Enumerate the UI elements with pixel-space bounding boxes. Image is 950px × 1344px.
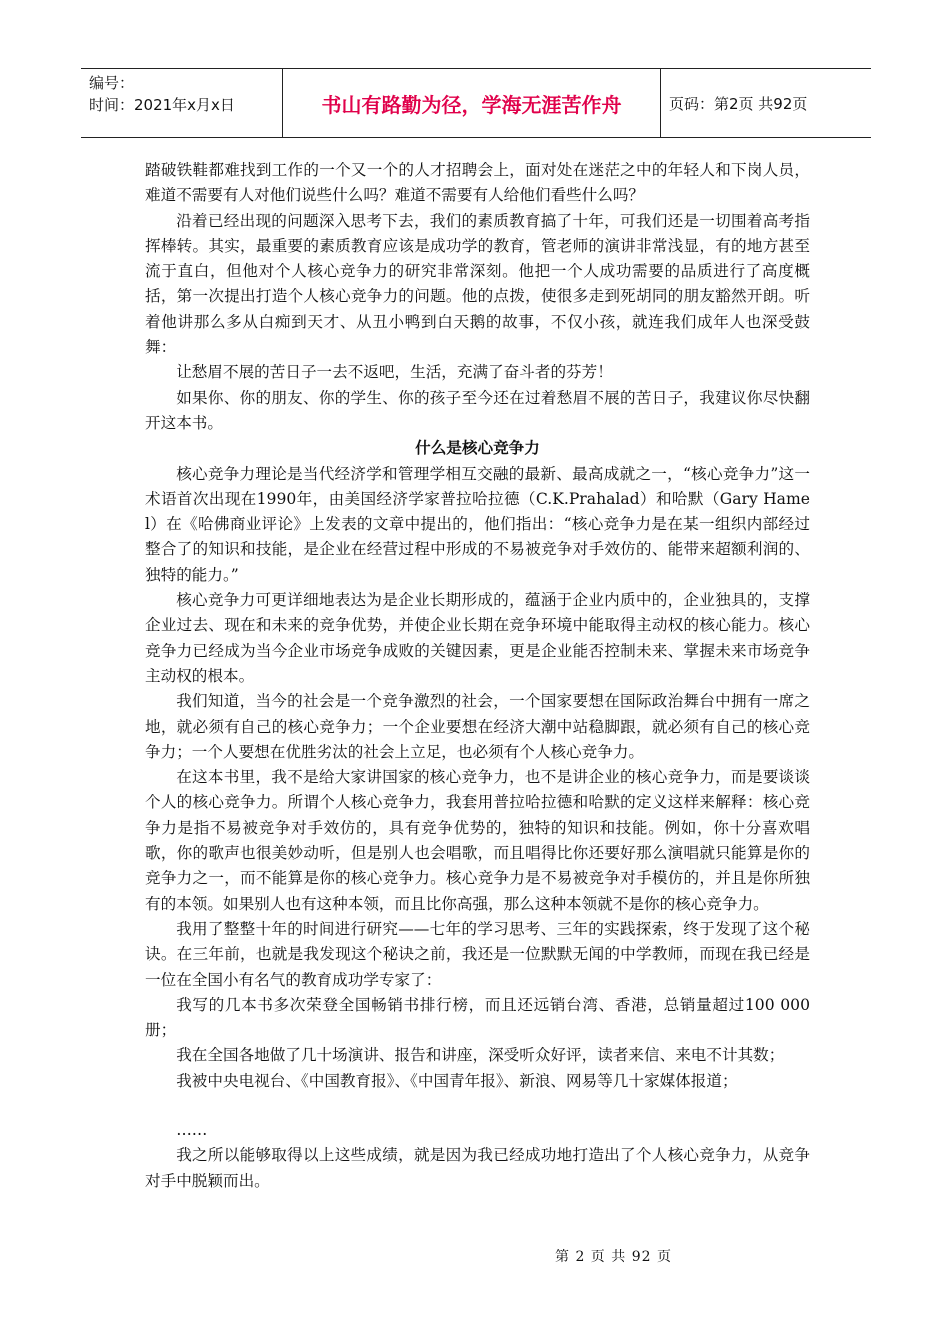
page-footer: 第 2 页 共 92 页 [555, 1249, 672, 1265]
section-paragraph-8: 我被中央电视台、《中国教育报》、《中国青年报》、新浪、网易等几十家媒体报道； [176, 1071, 738, 1090]
section-title: 什么是核心竞争力 [415, 439, 540, 458]
page-header [81, 68, 871, 138]
section-paragraph-1: 核心竞争力理论是当代经济学和管理学相互交融的最新、最高成就之一，“核心竞争力”这一术语首次出现在1990年，由美国经济学家普拉哈拉德（C.K.Prahalad）和哈默（Gary Hamel）在《哈佛商业评论》上发表的文章中提出的，他们指出：“核心竞争力是在某一组织内部经过整合了的知识和技能，是企业在经营过程中形成的不易被竞争对手效仿的、能带来超额利润的、独特的能力。” [145, 464, 810, 584]
paragraph-1: 踏破铁鞋都难找到工作的一个又一个的人才招聘会上，面对处在迷茫之中的年轻人和下岗人员，难道不需要有人对他们说些什么吗？难道不需要有人给他们看些什么吗？ [145, 161, 810, 205]
header-meta [81, 69, 283, 137]
paragraph-4: 如果你、你的朋友、你的学生、你的孩子至今还在过着愁眉不展的苦日子，我建议你尽快翻开这本书。 [145, 388, 810, 432]
date-label: 时间：2021年x月x日 [89, 96, 235, 114]
code-label: 编号： [89, 74, 135, 92]
header-motto: 书山有路勤为径，学海无涯苦作舟 [283, 69, 661, 137]
section-paragraph-7: 我在全国各地做了几十场演讲、报告和讲座，深受听众好评，读者来信、来电不计其数； [176, 1046, 785, 1065]
paragraph-2: 沿着已经出现的问题深入思考下去，我们的素质教育搞了十年，可我们还是一切围着高考指挥棒转。其实，最重要的素质教育应该是成功学的教育，管老师的演讲非常浅显，有的地方甚至流于直白，但他对个人核心竞争力的研究非常深刻。他把一个人成功需要的品质进行了高度概括，第一次提出打造个人核心竞争力的问题。他的点拨，使很多走到死胡同的朋友豁然开朗。听着他讲那么多从白痴到天才、从丑小鸭到白天鹅的故事，不仅小孩，就连我们成年人也深受鼓舞： [145, 211, 810, 357]
header-page-label: 页码：第2页 共92页 [669, 94, 808, 113]
paragraph-3: 让愁眉不展的苦日子一去不返吧，生活，充满了奋斗者的芬芳！ [176, 363, 613, 382]
ellipsis: …… [176, 1120, 208, 1139]
closing-paragraph: 我之所以能够取得以上这些成绩，就是因为我已经成功地打造出了个人核心竞争力，从竞争对手中脱颖而出。 [145, 1146, 810, 1190]
spacer [145, 1094, 810, 1118]
section-paragraph-5: 我用了整整十年的时间进行研究——七年的学习思考、三年的实践探索，终于发现了这个秘诀。在三年前，也就是我发现这个秘诀之前，我还是一位默默无闻的中学教师，而现在我已经是一位在全国小有名气的教育成功学专家了： [145, 919, 810, 989]
document-body [145, 158, 810, 1194]
section-paragraph-3: 我们知道，当今的社会是一个竞争激烈的社会，一个国家要想在国际政治舞台中拥有一席之地，就必须有自己的核心竞争力；一个企业要想在经济大潮中站稳脚跟，就必须有自己的核心竞争力；一个人要想在优胜劣汰的社会上立足，也必须有个人核心竞争力。 [145, 692, 810, 761]
section-paragraph-6: 我写的几本书多次荣登全国畅销书排行榜，而且还远销台湾、香港，总销量超过100 000册； [145, 995, 810, 1040]
section-paragraph-2: 核心竞争力可更详细地表达为是企业长期形成的，蕴涵于企业内质中的，企业独具的，支撑企业过去、现在和未来的竞争优势，并使企业长期在竞争环境中能取得主动权的核心能力。核心竞争力已经成为当今企业市场竞争成败的关键因素，更是企业能否控制未来、掌握未来市场竞争主动权的根本。 [145, 591, 810, 685]
section-paragraph-4: 在这本书里，我不是给大家讲国家的核心竞争力，也不是讲企业的核心竞争力，而是要谈谈个人的核心竞争力。所谓个人核心竞争力，我套用普拉哈拉德和哈默的定义这样来解释：核心竞争力是指不易被竞争对手效仿的，具有竞争优势的，独特的知识和技能。例如，你十分喜欢唱歌，你的歌声也很美妙动听，但是别人也会唱歌，而且唱得比你还要好那么演唱就只能算是你的竞争力之一，而不能算是你的核心竞争力。核心竞争力是不易被竞争对手模仿的，并且是你所独有的本领。如果别人也有这种本领，而且比你高强，那么这种本领就不是你的核心竞争力。 [145, 768, 810, 913]
